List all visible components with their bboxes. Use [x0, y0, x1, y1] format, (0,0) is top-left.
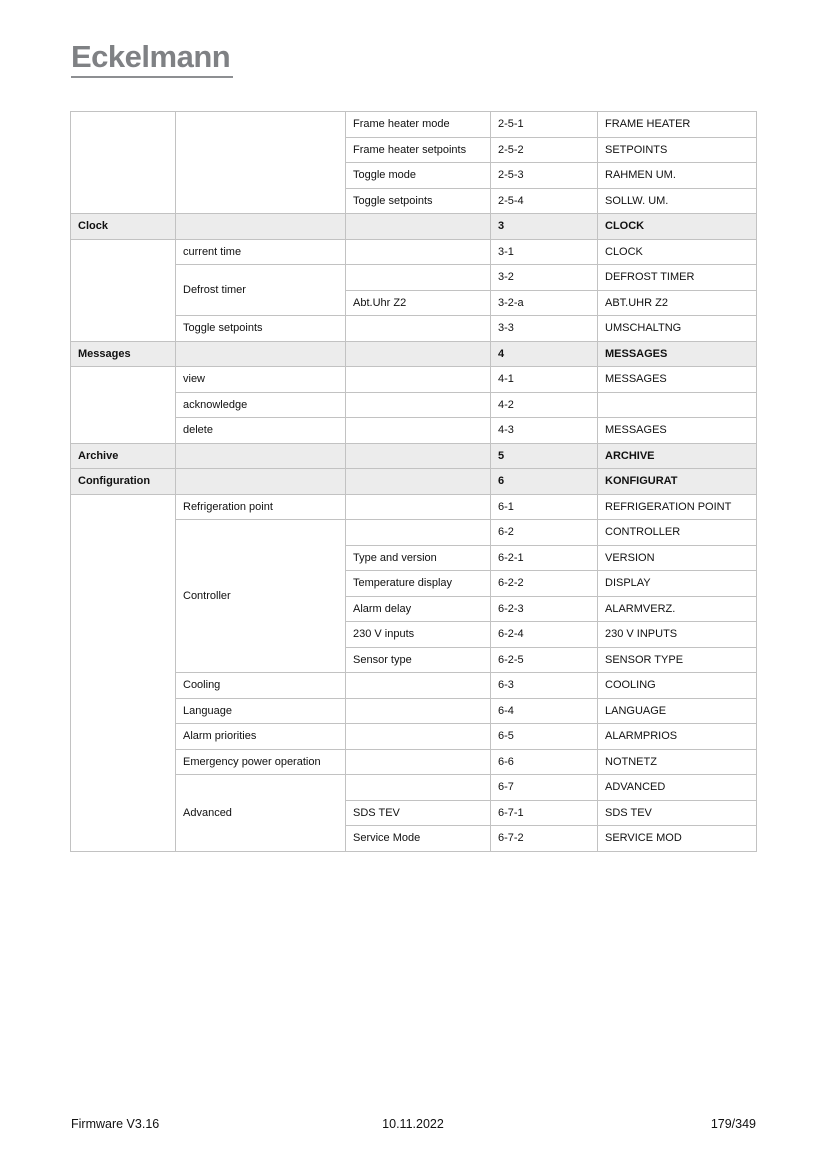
subitem-label-cell: Frame heater mode: [346, 112, 491, 138]
section-row-archive: [71, 443, 757, 469]
menu-number-cell: 4-3: [491, 418, 598, 444]
display-name-cell: CLOCK: [598, 239, 757, 265]
section-label-cell: Archive: [71, 443, 176, 469]
menu-number-cell: 6-2-3: [491, 596, 598, 622]
spacer-cell: [346, 392, 491, 418]
footer-firmware-version: Firmware V3.16: [71, 1117, 160, 1131]
menu-number-cell: 6-1: [491, 494, 598, 520]
section-label-cell: Clock: [71, 214, 176, 240]
display-name-cell: SDS TEV: [598, 800, 757, 826]
menu-number-cell: 3: [491, 214, 598, 240]
spacer-cell: [346, 469, 491, 495]
spacer-cell: [346, 418, 491, 444]
page-footer: [70, 1117, 756, 1133]
menu-number-cell: 4-1: [491, 367, 598, 393]
section-label-cell: Messages: [71, 341, 176, 367]
spacer-cell: [346, 494, 491, 520]
menu-number-cell: 3-1: [491, 239, 598, 265]
display-name-cell: DEFROST TIMER: [598, 265, 757, 291]
spacer-cell: [346, 724, 491, 750]
menu-number-cell: 6-6: [491, 749, 598, 775]
spacer-cell: [346, 367, 491, 393]
subitem-label-cell: Frame heater setpoints: [346, 137, 491, 163]
subitem-label-cell: Toggle setpoints: [346, 188, 491, 214]
spacer-cell: [346, 214, 491, 240]
menu-number-cell: 3-2-a: [491, 290, 598, 316]
eckelmann-logo: [71, 41, 233, 78]
display-name-cell: SETPOINTS: [598, 137, 757, 163]
spacer-cell: [346, 341, 491, 367]
display-name-cell: CONTROLLER: [598, 520, 757, 546]
display-name-cell: ADVANCED: [598, 775, 757, 801]
submenu-label-cell: Refrigeration point: [176, 494, 346, 520]
menu-number-cell: 6-7-1: [491, 800, 598, 826]
spacer-cell: [346, 749, 491, 775]
spacer-cell: [346, 520, 491, 546]
menu-number-cell: 6-2-2: [491, 571, 598, 597]
submenu-label-cell: Language: [176, 698, 346, 724]
section-row-messages: [71, 341, 757, 367]
spacer-cell: [71, 494, 176, 851]
footer-date: 10.11.2022: [382, 1117, 444, 1131]
menu-number-cell: 2-5-3: [491, 163, 598, 189]
display-name-cell: ARCHIVE: [598, 443, 757, 469]
spacer-cell: [346, 316, 491, 342]
spacer-cell: [176, 443, 346, 469]
display-name-cell: ABT.UHR Z2: [598, 290, 757, 316]
spacer-cell: [346, 673, 491, 699]
submenu-label-cell: Cooling: [176, 673, 346, 699]
menu-number-cell: 6-2: [491, 520, 598, 546]
subitem-label-cell: Type and version: [346, 545, 491, 571]
section-row-clock: [71, 214, 757, 240]
menu-number-cell: 6-2-5: [491, 647, 598, 673]
display-name-cell: MESSAGES: [598, 418, 757, 444]
display-name-cell: DISPLAY: [598, 571, 757, 597]
spacer-cell: [71, 112, 176, 214]
subitem-label-cell: Service Mode: [346, 826, 491, 852]
display-name-cell: UMSCHALTNG: [598, 316, 757, 342]
spacer-cell: [176, 112, 346, 214]
menu-number-cell: 6-4: [491, 698, 598, 724]
menu-number-cell: 6-3: [491, 673, 598, 699]
section-row-configuration: [71, 469, 757, 495]
menu-number-cell: 6-2-4: [491, 622, 598, 648]
display-name-cell: NOTNETZ: [598, 749, 757, 775]
display-name-cell: [598, 392, 757, 418]
display-name-cell: REFRIGERATION POINT: [598, 494, 757, 520]
spacer-cell: [346, 239, 491, 265]
menu-number-cell: 4-2: [491, 392, 598, 418]
section-label-cell: Configuration: [71, 469, 176, 495]
menu-number-cell: 2-5-2: [491, 137, 598, 163]
submenu-label-cell: current time: [176, 239, 346, 265]
display-name-cell: MESSAGES: [598, 367, 757, 393]
display-name-cell: KONFIGURAT: [598, 469, 757, 495]
menu-number-cell: 4: [491, 341, 598, 367]
menu-number-cell: 3-3: [491, 316, 598, 342]
display-name-cell: VERSION: [598, 545, 757, 571]
submenu-label-cell: view: [176, 367, 346, 393]
subitem-label-cell: Toggle mode: [346, 163, 491, 189]
submenu-label-cell: Controller: [176, 520, 346, 673]
display-name-cell: ALARMPRIOS: [598, 724, 757, 750]
menu-number-cell: 5: [491, 443, 598, 469]
logo-text: Eckelmann: [71, 39, 231, 74]
subitem-label-cell: SDS TEV: [346, 800, 491, 826]
display-name-cell: 230 V INPUTS: [598, 622, 757, 648]
menu-number-cell: 6-5: [491, 724, 598, 750]
spacer-cell: [176, 469, 346, 495]
spacer-cell: [346, 775, 491, 801]
display-name-cell: SOLLW. UM.: [598, 188, 757, 214]
spacer-cell: [71, 239, 176, 341]
spacer-cell: [346, 443, 491, 469]
footer-page-number: 179/349: [710, 1117, 756, 1131]
menu-number-cell: 2-5-1: [491, 112, 598, 138]
table-row: [71, 239, 757, 265]
table-row: [71, 112, 757, 138]
spacer-cell: [71, 367, 176, 444]
menu-number-cell: 6-7-2: [491, 826, 598, 852]
display-name-cell: SERVICE MOD: [598, 826, 757, 852]
submenu-label-cell: Toggle setpoints: [176, 316, 346, 342]
menu-number-cell: 6-7: [491, 775, 598, 801]
subitem-label-cell: Abt.Uhr Z2: [346, 290, 491, 316]
spacer-cell: [346, 265, 491, 291]
menu-number-cell: 3-2: [491, 265, 598, 291]
spacer-cell: [176, 341, 346, 367]
menu-structure-table: [70, 111, 757, 852]
spacer-cell: [176, 214, 346, 240]
submenu-label-cell: Emergency power operation: [176, 749, 346, 775]
spacer-cell: [346, 698, 491, 724]
submenu-label-cell: Defrost timer: [176, 265, 346, 316]
subitem-label-cell: Sensor type: [346, 647, 491, 673]
subitem-label-cell: Alarm delay: [346, 596, 491, 622]
display-name-cell: FRAME HEATER: [598, 112, 757, 138]
table-row: [71, 494, 757, 520]
display-name-cell: LANGUAGE: [598, 698, 757, 724]
display-name-cell: ALARMVERZ.: [598, 596, 757, 622]
submenu-label-cell: acknowledge: [176, 392, 346, 418]
table-row: [71, 367, 757, 393]
display-name-cell: MESSAGES: [598, 341, 757, 367]
menu-number-cell: 6-2-1: [491, 545, 598, 571]
display-name-cell: RAHMEN UM.: [598, 163, 757, 189]
subitem-label-cell: Temperature display: [346, 571, 491, 597]
menu-number-cell: 6: [491, 469, 598, 495]
subitem-label-cell: 230 V inputs: [346, 622, 491, 648]
display-name-cell: COOLING: [598, 673, 757, 699]
submenu-label-cell: delete: [176, 418, 346, 444]
display-name-cell: CLOCK: [598, 214, 757, 240]
menu-number-cell: 2-5-4: [491, 188, 598, 214]
submenu-label-cell: Alarm priorities: [176, 724, 346, 750]
submenu-label-cell: Advanced: [176, 775, 346, 852]
display-name-cell: SENSOR TYPE: [598, 647, 757, 673]
